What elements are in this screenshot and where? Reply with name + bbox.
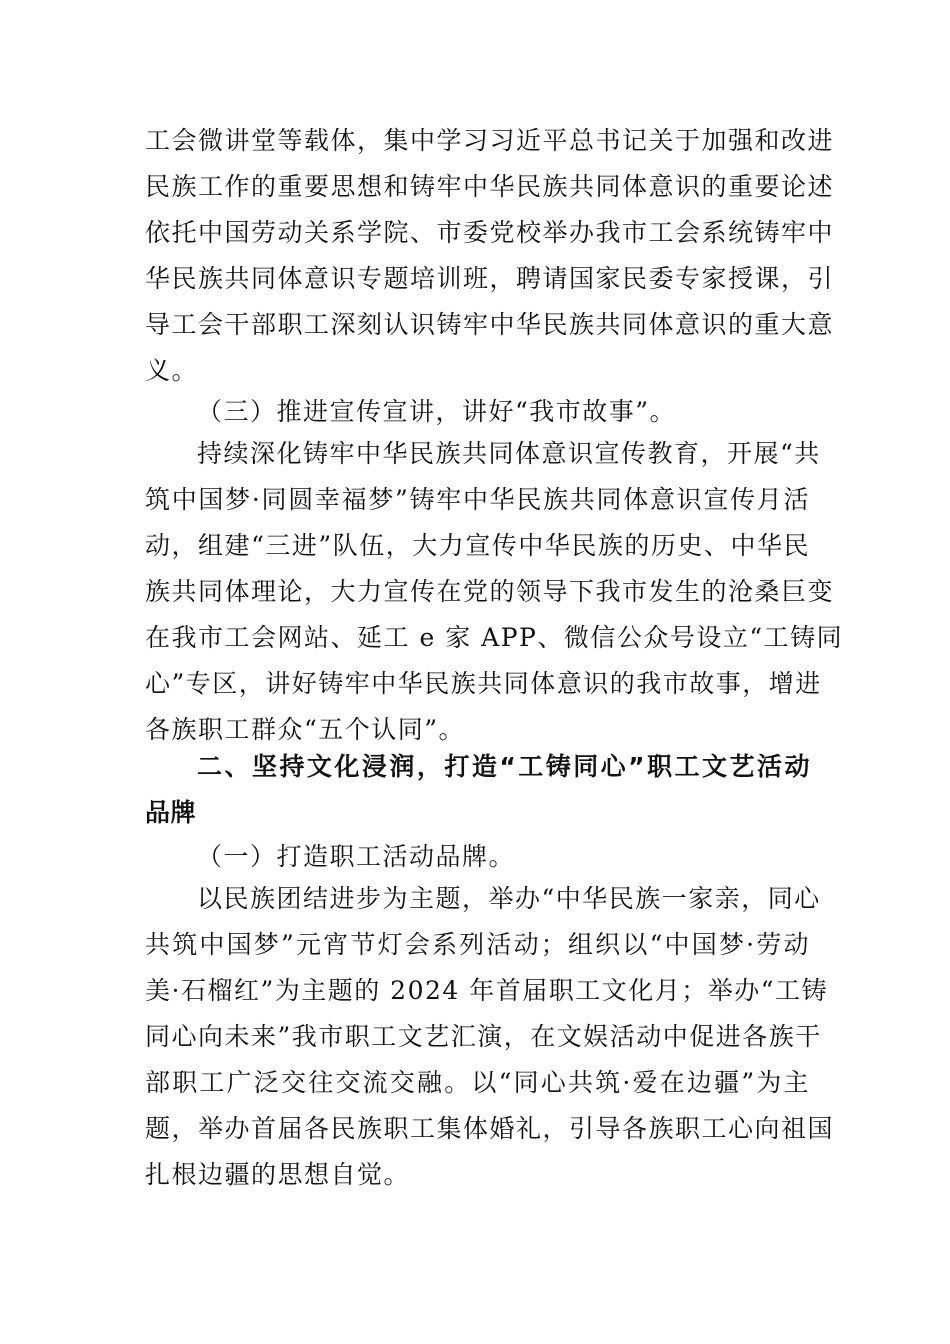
- section-heading-culture: [145, 744, 810, 836]
- text-line: 义。: [145, 356, 199, 385]
- text-line: 题，举办首届各民族职工集体婚礼，引导各族职工心向祖国: [145, 1114, 835, 1143]
- subheading-text: （一）打造职工活动品牌。: [197, 842, 516, 871]
- text-line: 同心向未来”我市职工文艺汇演，在文娱活动中促进各族干: [145, 1022, 822, 1051]
- text-line: 各族职工群众“五个认同”。: [145, 715, 466, 744]
- text-line: 筑中国梦·同圆幸福梦”铸牢中华民族共同体意识宣传月活: [145, 485, 810, 514]
- text-line: 扎根边疆的思想自觉。: [145, 1160, 411, 1189]
- paragraph-activities: [145, 876, 835, 1198]
- subheading-promotion: [145, 389, 810, 435]
- text-line: 在我市工会网站、延工 e 家 APP、微信公众号设立“工铸同: [145, 623, 844, 652]
- text-line: 部职工广泛交往交流交融。以“同心共筑·爱在边疆”为主: [145, 1068, 810, 1097]
- text-line: 心”专区，讲好铸牢中华民族共同体意识的我市故事，增进: [145, 669, 822, 698]
- text-line: 工会微讲堂等载体，集中学习习近平总书记关于加强和改进: [145, 126, 835, 155]
- paragraph-promotion: [145, 431, 844, 753]
- text-line: 动，组建“三进”队伍，大力宣传中华民族的历史、中华民: [145, 531, 810, 560]
- subheading-text: （三）推进宣传宣讲，讲好“我市故事”。: [197, 397, 677, 426]
- text-line: 美·石榴红”为主题的 2024 年首届职工文化月；举办“工铸: [145, 976, 829, 1005]
- text-line: 华民族共同体意识专题培训班，聘请国家民委专家授课，引: [145, 264, 835, 293]
- paragraph-study-sessions: [145, 118, 835, 394]
- text-line: 族共同体理论，大力宣传在党的领导下我市发生的沧桑巨变: [145, 577, 835, 606]
- text-line: 导工会干部职工深刻认识铸牢中华民族共同体意识的重大意: [145, 310, 835, 339]
- text-line: 民族工作的重要思想和铸牢中华民族共同体意识的重要论述: [145, 172, 835, 201]
- text-line: 共筑中国梦”元宵节灯会系列活动；组织以“中国梦·劳动: [145, 930, 810, 959]
- text-line: 依托中国劳动关系学院、市委党校举办我市工会系统铸牢中: [145, 218, 835, 247]
- heading-line: 二、坚持文化浸润，打造“工铸同心”职工文艺活动: [197, 752, 810, 781]
- heading-line: 品牌: [145, 798, 197, 827]
- text-line: 持续深化铸牢中华民族共同体意识宣传教育，开展“共: [197, 439, 821, 468]
- subheading-activity-brand: [145, 834, 810, 880]
- text-line: 以民族团结进步为主题，举办“中华民族一家亲，同心: [197, 884, 821, 913]
